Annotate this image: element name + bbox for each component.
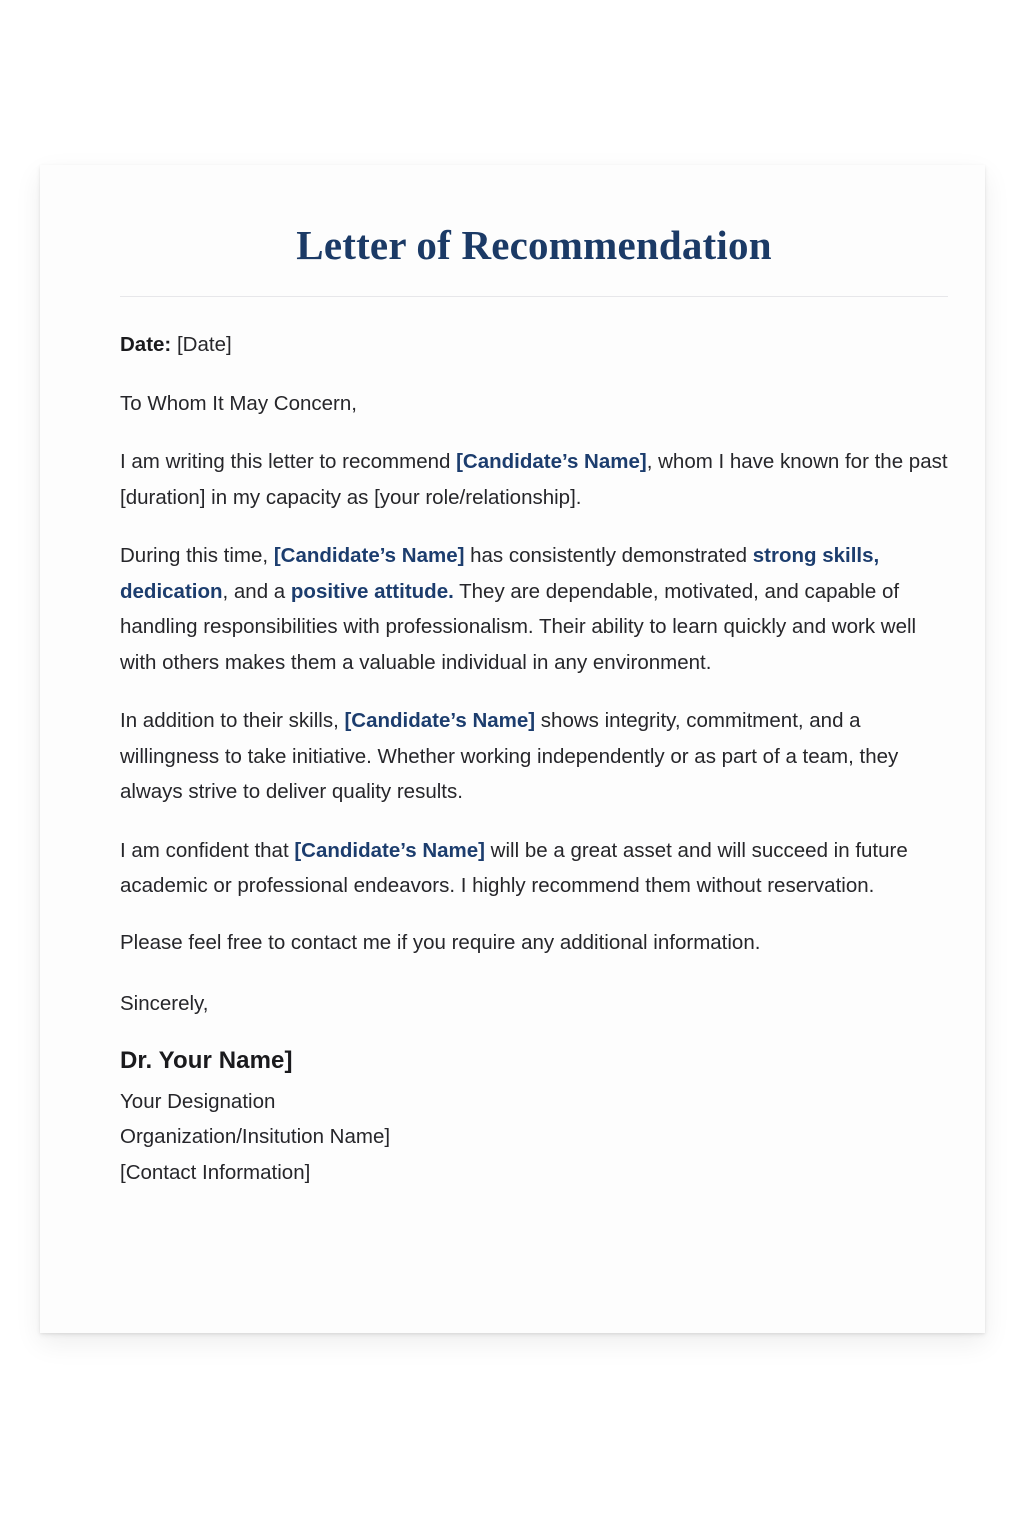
paragraph-2-part-a: During this time,	[120, 544, 274, 568]
sign-off-text: Sincerely,	[120, 992, 209, 1016]
paragraph-2-part-b: has consistently demonstrated	[464, 544, 753, 568]
signer-designation: Your Designation	[120, 1089, 276, 1113]
candidate-name-placeholder: [Candidate’s Name]	[294, 838, 485, 862]
closing-spacer	[120, 1022, 948, 1044]
paragraph-4-part-a: I am confident that	[120, 838, 295, 862]
paragraph-3	[120, 703, 948, 810]
signer-contact: [Contact Information]	[120, 1160, 311, 1184]
positive-attitude-highlight: positive attitude.	[290, 579, 454, 603]
letter-body	[120, 327, 948, 1190]
date-label: Date:	[120, 333, 172, 357]
date-value: [Date]	[176, 333, 232, 357]
paragraph-2-part-c: , and a	[222, 579, 291, 603]
paragraph-5	[120, 925, 948, 961]
closing-block	[120, 986, 948, 1190]
paragraph-3-part-a: In addition to their skills,	[120, 709, 345, 733]
paragraph-2	[120, 538, 948, 680]
letter-content-area	[120, 165, 948, 1333]
salutation	[120, 386, 948, 422]
paragraph-3-part-b: shows integrity, commitment, and a willingness to take initiative. Whether working independently or as part of a team, they always strive to deliver quality results.	[120, 709, 899, 804]
date-line	[120, 327, 948, 363]
page-title: Letter of Recommendation	[296, 222, 772, 268]
paragraph-1	[120, 444, 948, 515]
signer-name: Dr. Your Name]	[120, 1046, 293, 1074]
paragraph-1-part-b: , whom I have known for the past [duration] in my capacity as [your role/relationship].	[120, 450, 948, 509]
candidate-name-placeholder: [Candidate’s Name]	[344, 709, 536, 733]
letter-page	[40, 165, 985, 1333]
paragraph-1-part-a: I am writing this letter to recommend	[120, 450, 457, 474]
paragraph-5-text: Please feel free to contact me if you require any additional information.	[120, 930, 761, 954]
salutation-text: To Whom It May Concern,	[120, 391, 357, 415]
sign-off	[120, 986, 948, 1022]
paragraph-2-part-d: They are dependable, motivated, and capable of handling responsibilities with professionalism. Their ability to learn quickly and work well with others makes them a valuable individual in any environment.	[120, 579, 917, 674]
signer-organization: Organization/Insitution Name]	[120, 1125, 391, 1149]
paragraph-4	[120, 833, 948, 904]
title-divider	[120, 296, 948, 297]
candidate-name-placeholder: [Candidate’s Name]	[273, 544, 465, 568]
candidate-name-placeholder: [Candidate’s Name]	[456, 450, 647, 474]
strong-skills-highlight: strong skills, dedication	[120, 544, 880, 603]
paragraph-4-part-b: will be a great asset and will succeed in future academic or professional endeavors. I highly recommend them without reservation.	[120, 838, 908, 898]
